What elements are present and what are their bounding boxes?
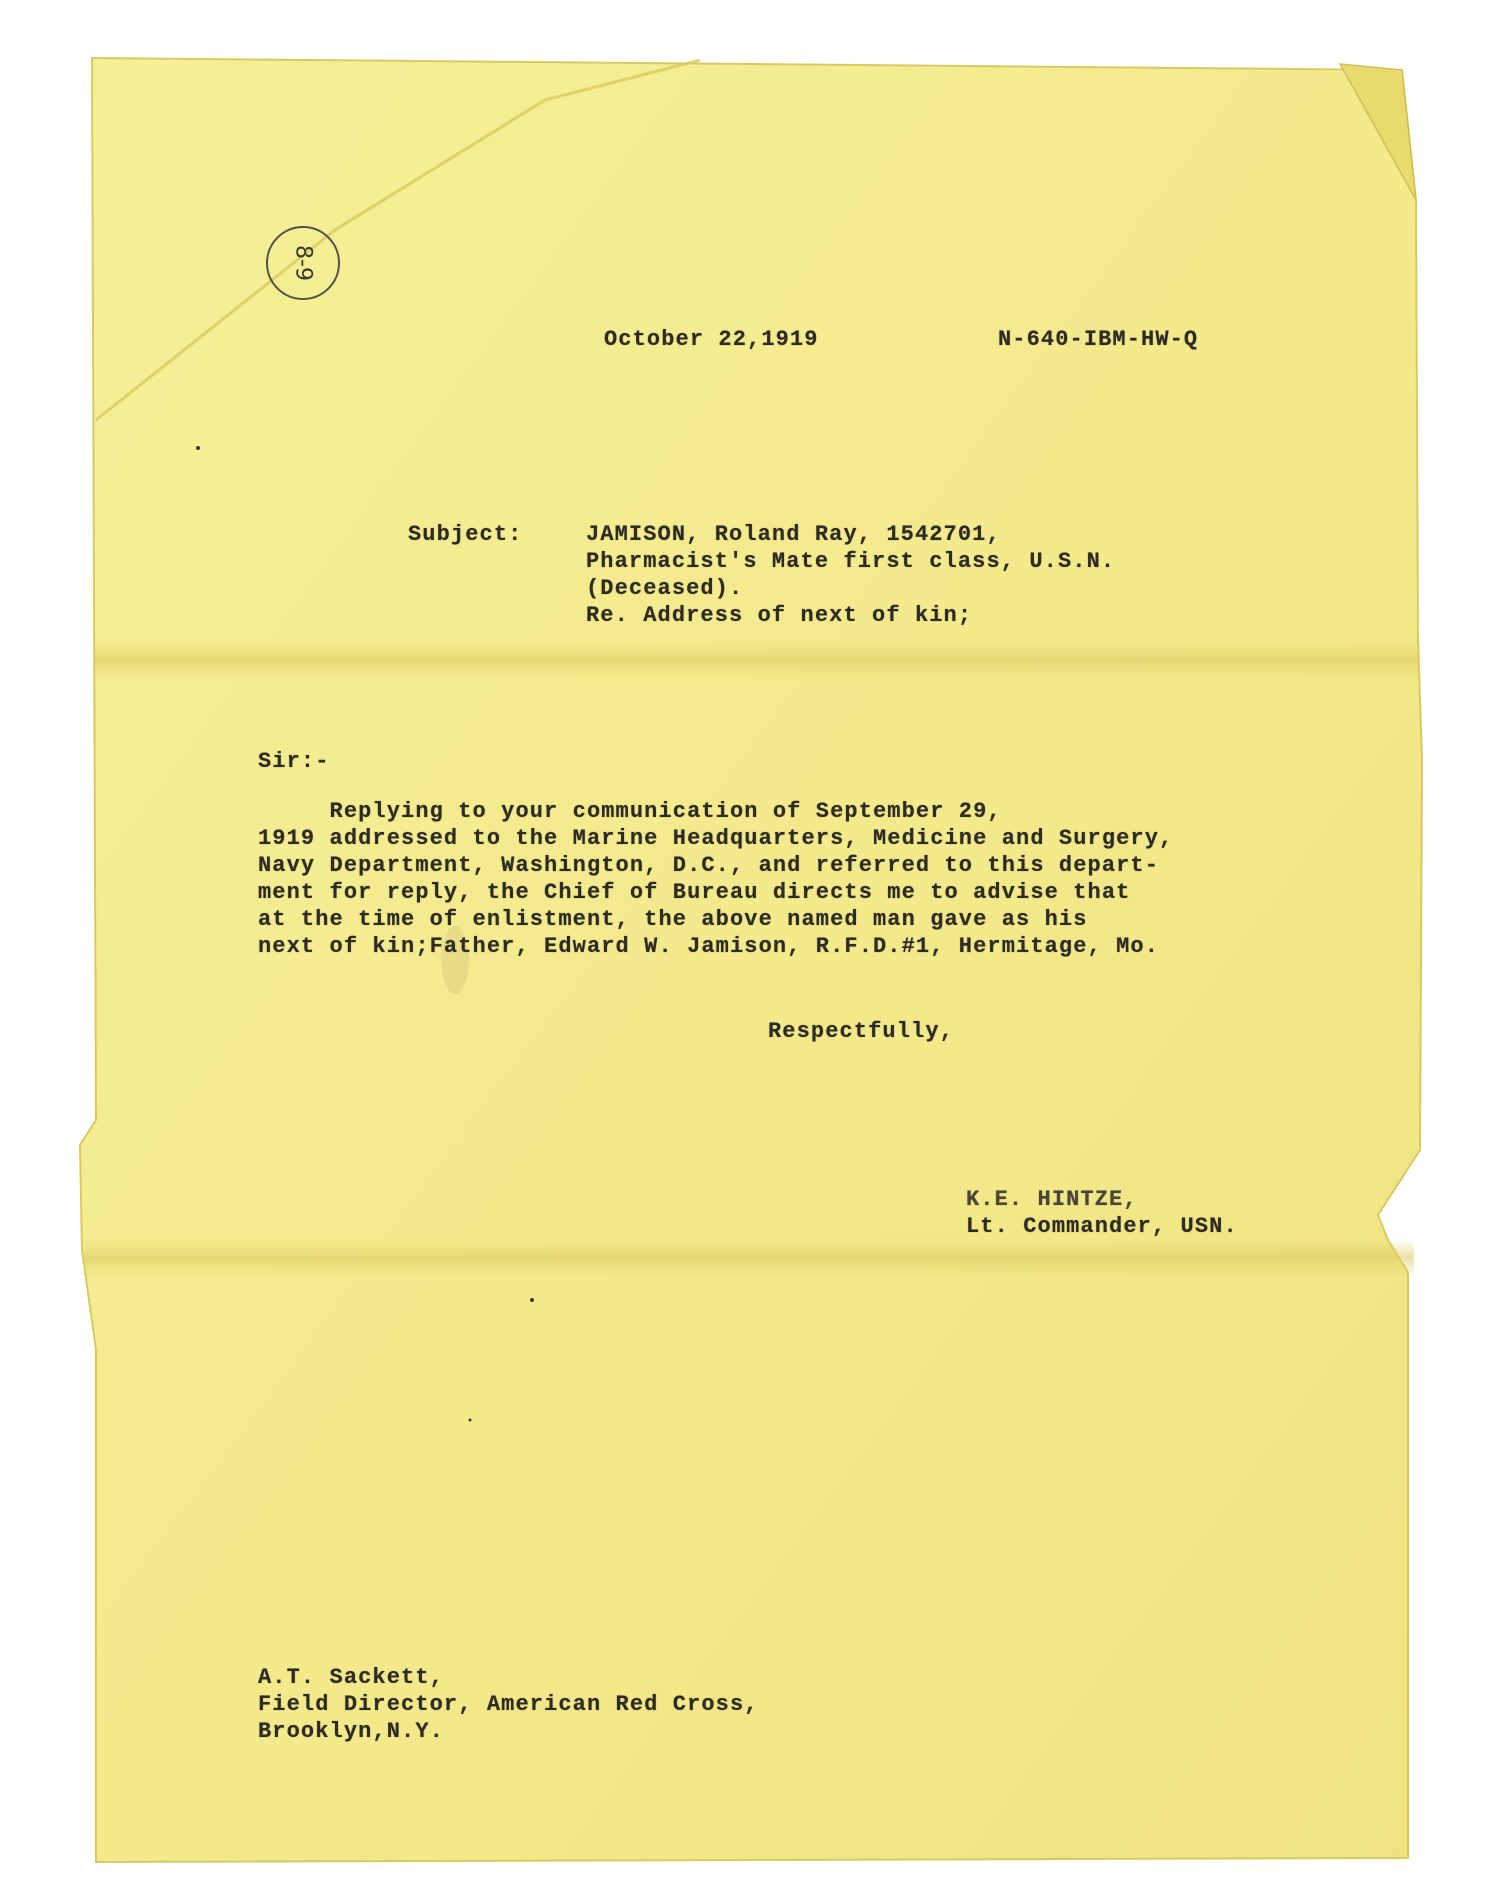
file-reference: N-640-IBM-HW-Q: [998, 327, 1199, 352]
letter-date: October 22,1919: [604, 327, 819, 352]
recipient-line: Brooklyn,N.Y.: [258, 1719, 444, 1744]
body-line: Replying to your communication of September 29,: [258, 799, 1002, 824]
subject-line: JAMISON, Roland Ray, 1542701,: [586, 522, 1001, 547]
fold-line-lower: [84, 1238, 1414, 1278]
subject-line: (Deceased).: [586, 576, 744, 601]
body-line: ment for reply, the Chief of Bureau directs me to advise that: [258, 880, 1131, 905]
signer-title: Lt. Commander, USN.: [966, 1214, 1238, 1239]
recipient-block: [258, 1664, 759, 1745]
recipient-line: Field Director, American Red Cross,: [258, 1692, 759, 1717]
subject-line: Pharmacist's Mate first class, U.S.N.: [586, 549, 1116, 574]
subject-line: Re. Address of next of kin;: [586, 603, 973, 628]
signer-name: K.E. HINTZE,: [966, 1187, 1138, 1212]
body-line: Navy Department, Washington, D.C., and referred to this depart-: [258, 853, 1160, 878]
aging-spot: [530, 1298, 534, 1302]
subject-block: [586, 521, 1115, 629]
fold-line-upper: [94, 640, 1420, 680]
letter-body: [258, 798, 1173, 960]
body-line: 1919 addressed to the Marine Headquarters, Medicine and Surgery,: [258, 826, 1174, 851]
recipient-line: A.T. Sackett,: [258, 1665, 444, 1690]
archive-mark: [266, 226, 340, 300]
body-line: at the time of enlistment, the above named man gave as his: [258, 907, 1088, 932]
closing: Respectfully,: [768, 1019, 954, 1044]
aging-spot: [469, 1419, 472, 1422]
aging-spot: [196, 446, 200, 450]
body-line: next of kin;Father, Edward W. Jamison, R.F.D.#1, Hermitage, Mo.: [258, 934, 1160, 959]
salutation: Sir:-: [258, 749, 330, 774]
archive-mark-text: 8-9: [290, 245, 316, 281]
signature-block: [966, 1186, 1238, 1240]
subject-label: Subject:: [408, 522, 523, 547]
